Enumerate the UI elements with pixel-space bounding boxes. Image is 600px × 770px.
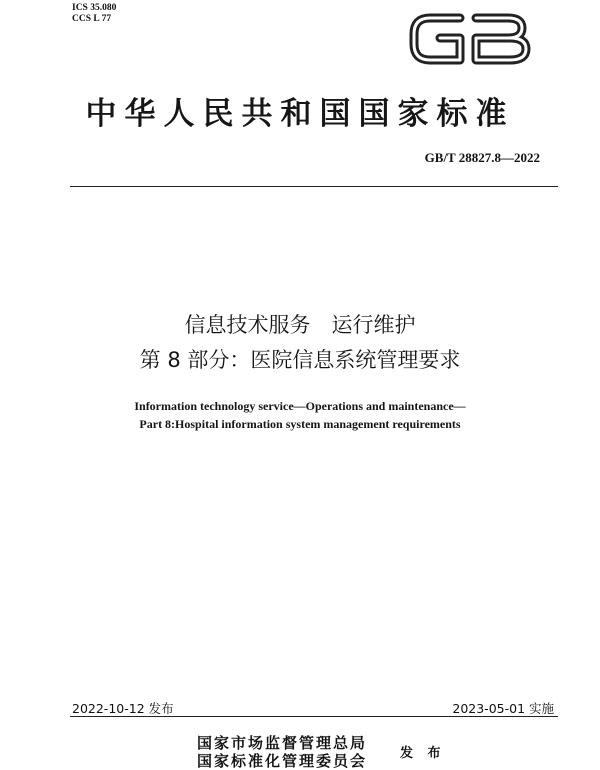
footer-divider: [70, 716, 558, 717]
issuer-sac: 国家标准化管理委员会: [197, 752, 368, 770]
implementation-date: 2023-05-01 实施: [452, 701, 554, 716]
standard-type-title: 中华人民共和国国家标准: [85, 96, 515, 132]
english-title-line1: Information technology service—Operations and maintenance—: [134, 399, 466, 413]
publish-label: 发 布: [400, 746, 446, 761]
chinese-title-line1: 信息技术服务 运行维护: [184, 313, 416, 337]
issue-date: 2022-10-12 发布: [72, 701, 174, 716]
standard-number: GB/T 28827.8—2022: [424, 150, 540, 165]
issuer-samr: 国家市场监督管理总局: [197, 734, 368, 752]
classification-codes: [72, 3, 116, 25]
issuing-authorities: [197, 734, 367, 770]
header-divider: [70, 186, 558, 187]
ics-code: ICS 35.080: [72, 3, 117, 13]
gb-logo-icon: [408, 8, 532, 70]
chinese-title-line2: 第 8 部分：医院信息系统管理要求: [139, 348, 461, 372]
ccs-code: CCS L 77: [72, 14, 112, 24]
english-title-line2: Part 8:Hospital information system management requirements: [139, 417, 461, 431]
